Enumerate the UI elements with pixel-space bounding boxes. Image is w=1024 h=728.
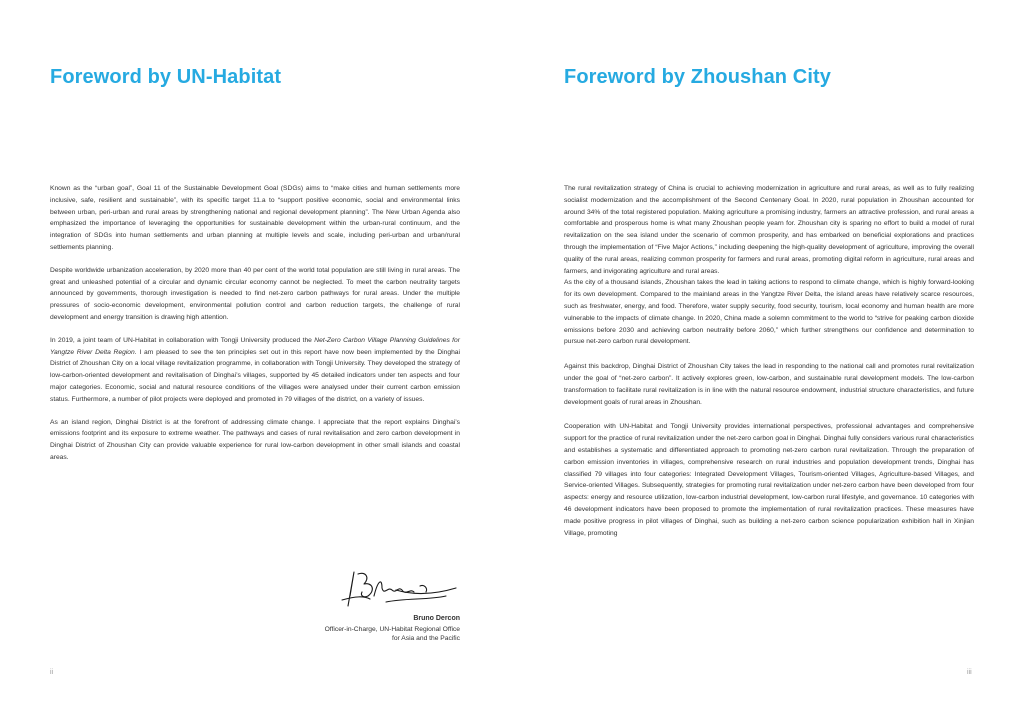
page-title: Foreword by UN-Habitat	[50, 66, 282, 88]
page-number: iii	[967, 669, 972, 676]
page-title: Foreword by Zhoushan City	[564, 66, 831, 88]
signer-title: Officer-in-Charge, UN-Habitat Regional Office	[324, 626, 460, 633]
signature-image	[336, 566, 460, 612]
foreword-body	[50, 183, 460, 464]
paragraph: In 2019, a joint team of UN-Habitat in collaboration with Tongji University produced the Net-Zero Carbon Village Planning Guidelines for Yangtze River Delta Region. I am pleased to see the ten principles set out in this report have now been implemented by the Dinghai District of Zhoushan City on a local village revitalization programme, in collaboration with Tongji University. They developed the strategy of low-carbon-oriented development and revitalisation of Dinghai’s villages, supported by 45 detailed indicators under ten aspects and four major categories. Economic, social and natural resource conditions of the villages were analysed under their current carbon emission status. Furthermore, a number of pilot projects were deployed and promoted in 79 villages of the district, on a variety of issues.	[50, 336, 460, 403]
report-title: Net-Zero Carbon Village Planning Guidelines for Yangtze River Delta Region	[50, 336, 460, 356]
signer-name: Bruno Dercon	[413, 615, 460, 622]
signature-block	[325, 614, 460, 643]
paragraph: As an island region, Dinghai District is at the forefront of addressing climate change. I appreciate that the report explains Dinghai’s emissions footprint and its exposure to extreme weather. The pathways and cases of rural revitalisation and zero carbon development in Dinghai District of Zhoushan City can provide valuable experience for rural low-carbon development in other small islands and coastal areas.	[50, 418, 460, 461]
paragraph: Known as the “urban goal”, Goal 11 of the Sustainable Development Goal (SDGs) aims to “make cities and human settlements more inclusive, safe, resilient and sustainable”, with its specific target 11.a to “support positive economic, social and environmental links between urban, peri-urban and rural areas by strengthening national and regional development planning”. The New Urban Agenda also emphasized the importance of leveraging the opportunities for sustainable development within the urban-rural continuum, and the integration of SDGs into human settlements and urban planning at multiple levels and scale, including peri-urban and urban/rural settlements planning.	[50, 185, 460, 251]
paragraph: The rural revitalization strategy of China is crucial to achieving modernization in agriculture and rural areas, as well as to fully realizing socialist modernization and the accomplishment of the Second Centenary Goal. In 2020, rural population in Zhoushan accounted for around 34% of the total registered population. Making agriculture a promising industry, farmers an attractive profession, and rural areas a comfortable and prosperous home is what many Zhoushan people yearn for. Zhoushan city is sparing no effort to build a model of rural revitalization on the sea island under the scenario of common prosperity, and has embarked on beneficial explorations and practices through the implementation of “Five Major Actions,” including deepening the high-quality development of agriculture, improving the overall quality of the rural areas, realizing common prosperity for farmers and rural areas, promoting digital reform in agriculture, rural areas and farmers, and invigorating agriculture and rural areas.	[564, 185, 974, 275]
paragraph: Cooperation with UN-Habitat and Tongji University provides international perspectives, professional advantages and comprehensive support for the practice of rural revitalization under the net-zero carbon goal in Dinghai. Dinghai fully considers various rural characteristics and establishes a systematic and differentiated approach to promoting net-zero carbon rural revitalization. Through the preparation of carbon emission inventories in villages, comprehensive research on rural industries and population development trends, Dinghai has classified 79 villages into four categories: Integrated Development Villages, Tourism-oriented Villages, Agriculture-based Villages, and Service-oriented Villages. Subsequently, strategies for promoting rural revitalization under net-zero carbon have been developed from four aspects: energy and resource utilization, low-carbon industrial development, low-carbon rural lifestyle, and governance. 10 categories with 46 development indicators have been proposed to promote the implementation of rural revitalization practices. These measures have made positive progress in pilot villages of Dinghai, such as building a net-zero carbon science popularization exhibition hall in Xinjian Village, promoting	[564, 423, 974, 537]
right-page	[512, 0, 1024, 728]
foreword-body	[564, 183, 974, 539]
paragraph: As the city of a thousand islands, Zhoushan takes the lead in taking actions to respond to climate change, which is highly forward-looking for its own development. Compared to the mainland areas in the Yangtze River Delta, the island areas have relatively scarce resources, such as freshwater, energy, and food. Therefore, water supply security, food security, tourism, local economy and human health are more vulnerable to the impacts of climate change. In 2020, China made a solemn commitment to the world to “strive for peaking carbon dioxide emissions before 2030 and achieving carbon neutrality before 2060,” which further strengthens our confidence and determination to pursue net-zero carbon rural development.	[564, 279, 974, 346]
signer-title: for Asia and the Pacific	[391, 635, 460, 642]
paragraph: Against this backdrop, Dinghai District of Zhoushan City takes the lead in responding to the national call and promotes rural revitalization under the goal of “net-zero carbon”. It actively explores green, low-carbon, and sustainable rural development models. The low-carbon transformation to facilitate rural revitalization is in line with the natural resource endowment, industrial structure characteristics, and future development goals of rural areas in Zhoushan.	[564, 363, 974, 406]
page-number: ii	[50, 669, 54, 676]
paragraph: Despite worldwide urbanization acceleration, by 2020 more than 40 per cent of the world total population are still living in rural areas. The great and unleashed potential of a circular and dynamic circular economy cannot be neglected. To meet the carbon neutrality targets announced by governments, thorough investigation is needed to find net-zero carbon pathways for rural areas. Under the multiple pressures of socio-economic development, environmental pollution control and carbon reduction targets, the challenge of rural development and energy transition is drawing high attention.	[50, 266, 460, 321]
